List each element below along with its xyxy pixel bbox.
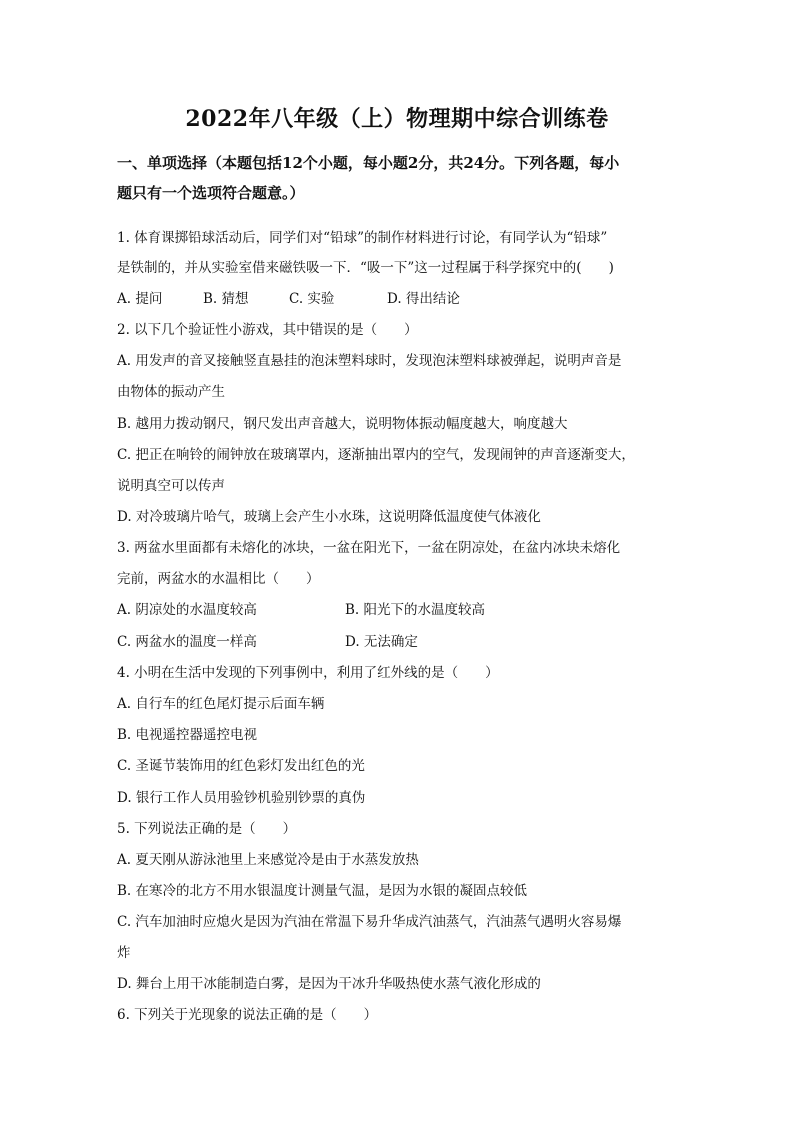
question-2-option-b: B. 越用力拨动钢尺，钢尺发出声音越大，说明物体振动幅度越大，响度越大 — [117, 416, 568, 432]
question-2-option-a-line2: 由物体的振动产生 — [117, 384, 225, 400]
question-2-option-c-line2: 说明真空可以传声 — [117, 478, 225, 494]
question-2-option-a-line1: A. 用发声的音叉接触竖直悬挂的泡沫塑料球时，发现泡沫塑料球被弹起，说明声音是 — [117, 353, 622, 369]
question-4-option-a: A. 自行车的红色尾灯提示后面车辆 — [117, 696, 325, 712]
question-4-option-c: C. 圣诞节装饰用的红色彩灯发出红色的光 — [117, 758, 365, 774]
question-1-stem-line1: 1. 体育课掷铅球活动后，同学们对“铅球”的制作材料进行讨论，有同学认为“铅球” — [117, 230, 608, 246]
question-3-stem-line1: 3. 两盆水里面都有未熔化的冰块，一盆在阳光下，一盆在阴凉处，在盆内冰块未熔化 — [117, 540, 621, 556]
question-4-option-b: B. 电视遥控器遥控电视 — [117, 727, 258, 743]
question-1-option-d: D. 得出结论 — [387, 291, 460, 307]
question-5-stem: 5. 下列说法正确的是（ ） — [117, 821, 297, 837]
question-5-option-c-line2: 炸 — [117, 945, 131, 961]
question-2-option-d: D. 对冷玻璃片哈气，玻璃上会产生小水珠，这说明降低温度使气体液化 — [117, 509, 541, 525]
section-heading-line2: 题只有一个选项符合题意。） — [117, 184, 305, 202]
question-3-option-b: B. 阳光下的水温度较高 — [345, 602, 486, 618]
question-1-option-c: C. 实验 — [289, 291, 335, 307]
question-1-option-b: B. 猜想 — [203, 291, 249, 307]
question-3-option-a: A. 阴凉处的水温度较高 — [117, 602, 257, 618]
question-5-option-b: B. 在寒冷的北方不用水银温度计测量气温，是因为水银的凝固点较低 — [117, 883, 528, 899]
question-6-stem: 6. 下列关于光现象的说法正确的是（ ） — [117, 1007, 378, 1023]
question-4-stem: 4. 小明在生活中发现的下列事例中，利用了红外线的是（ ） — [117, 665, 499, 681]
question-1-stem-line2: 是铁制的，并从实验室借来磁铁吸一下．“吸一下”这一过程属于科学探究中的( ) — [117, 260, 614, 276]
question-5-option-d: D. 舞台上用干冰能制造白雾，是因为干冰升华吸热使水蒸气液化形成的 — [117, 976, 541, 992]
question-3-option-c: C. 两盆水的温度一样高 — [117, 634, 257, 650]
section-heading-line1: 一、单项选择（本题包括12个小题，每小题2分，共24分。下列各题，每小 — [117, 154, 620, 172]
question-3-option-d: D. 无法确定 — [345, 634, 418, 650]
question-3-stem-line2: 完前，两盆水的水温相比（ ） — [117, 571, 320, 587]
question-1-option-a: A. 提问 — [117, 291, 163, 307]
exam-title: 2022年八年级（上）物理期中综合训练卷 — [185, 106, 609, 132]
question-2-stem: 2. 以下几个验证性小游戏，其中错误的是（ ） — [117, 322, 418, 338]
question-4-option-d: D. 银行工作人员用验钞机验别钞票的真伪 — [117, 790, 366, 806]
question-2-option-c-line1: C. 把正在响铃的闹钟放在玻璃罩内，逐渐抽出罩内的空气，发现闹钟的声音逐渐变大， — [117, 447, 635, 463]
question-5-option-c-line1: C. 汽车加油时应熄火是因为汽油在常温下易升华成汽油蒸气，汽油蒸气遇明火容易爆 — [117, 914, 622, 930]
question-5-option-a: A. 夏天刚从游泳池里上来感觉冷是由于水蒸发放热 — [117, 852, 419, 868]
